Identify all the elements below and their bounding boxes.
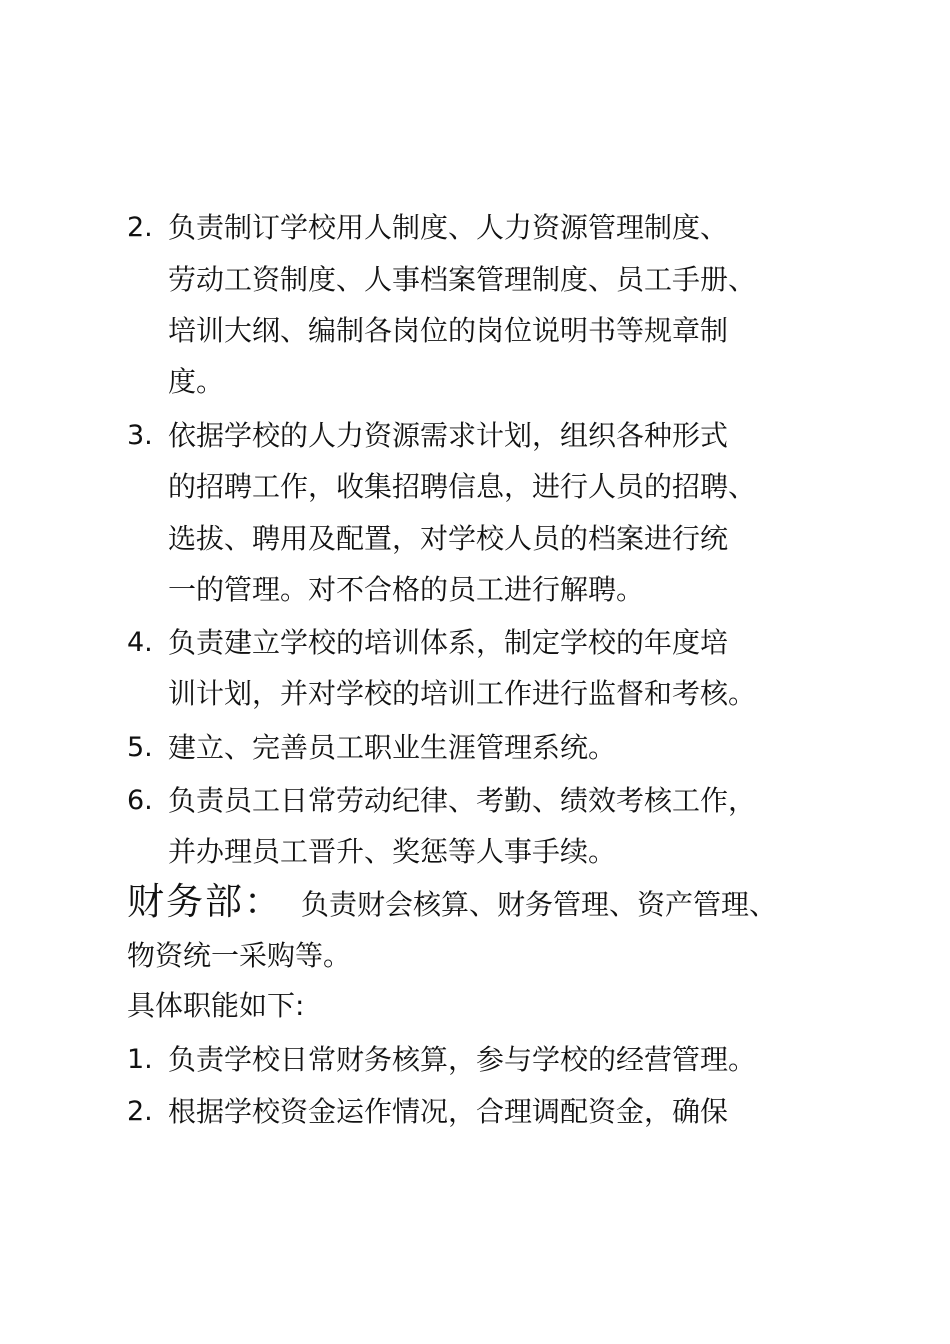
list-number: 1. <box>127 1044 153 1075</box>
list-number: 4. <box>127 627 153 658</box>
list-item-line: 负责建立学校的培训体系，制定学校的年度培 <box>168 626 729 659</box>
list-item-line: 建立、完善员工职业生涯管理系统。 <box>168 731 617 764</box>
section-description: 负责财会核算、财务管理、资产管理、 <box>301 888 778 921</box>
list-item-line: 负责学校日常财务核算，参与学校的经营管理。 <box>168 1043 757 1076</box>
list-number: 5. <box>127 732 153 763</box>
list-number: 3. <box>127 420 153 451</box>
section-title: 财务部： <box>127 880 283 923</box>
list-item-line: 一的管理。对不合格的员工进行解聘。 <box>168 573 645 606</box>
list-item-line: 培训大纲、编制各岗位的岗位说明书等规章制 <box>168 314 729 347</box>
list-number: 2. <box>127 212 153 243</box>
list-item-line: 劳动工资制度、人事档案管理制度、员工手册、 <box>168 263 757 296</box>
finance-heading <box>127 874 777 933</box>
list-item-line: 选拔、聘用及配置，对学校人员的档案进行统 <box>168 522 729 555</box>
section-description-continued: 物资统一采购等。 <box>127 939 352 972</box>
list-item-line: 根据学校资金运作情况，合理调配资金，确保 <box>168 1095 729 1128</box>
list-item-line: 的招聘工作，收集招聘信息，进行人员的招聘、 <box>168 470 757 503</box>
list-item-line: 负责员工日常劳动纪律、考勤、绩效考核工作， <box>168 784 757 817</box>
section-intro: 具体职能如下: <box>127 989 305 1022</box>
list-item-line: 并办理员工晋升、奖惩等人事手续。 <box>168 835 617 868</box>
list-item-line: 度。 <box>168 365 225 398</box>
list-number: 2. <box>127 1096 153 1127</box>
list-item-line: 依据学校的人力资源需求计划，组织各种形式 <box>168 419 729 452</box>
list-item-line: 训计划，并对学校的培训工作进行监督和考核。 <box>168 677 757 710</box>
list-item-line: 负责制订学校用人制度、人力资源管理制度、 <box>168 211 729 244</box>
list-number: 6. <box>127 785 153 816</box>
